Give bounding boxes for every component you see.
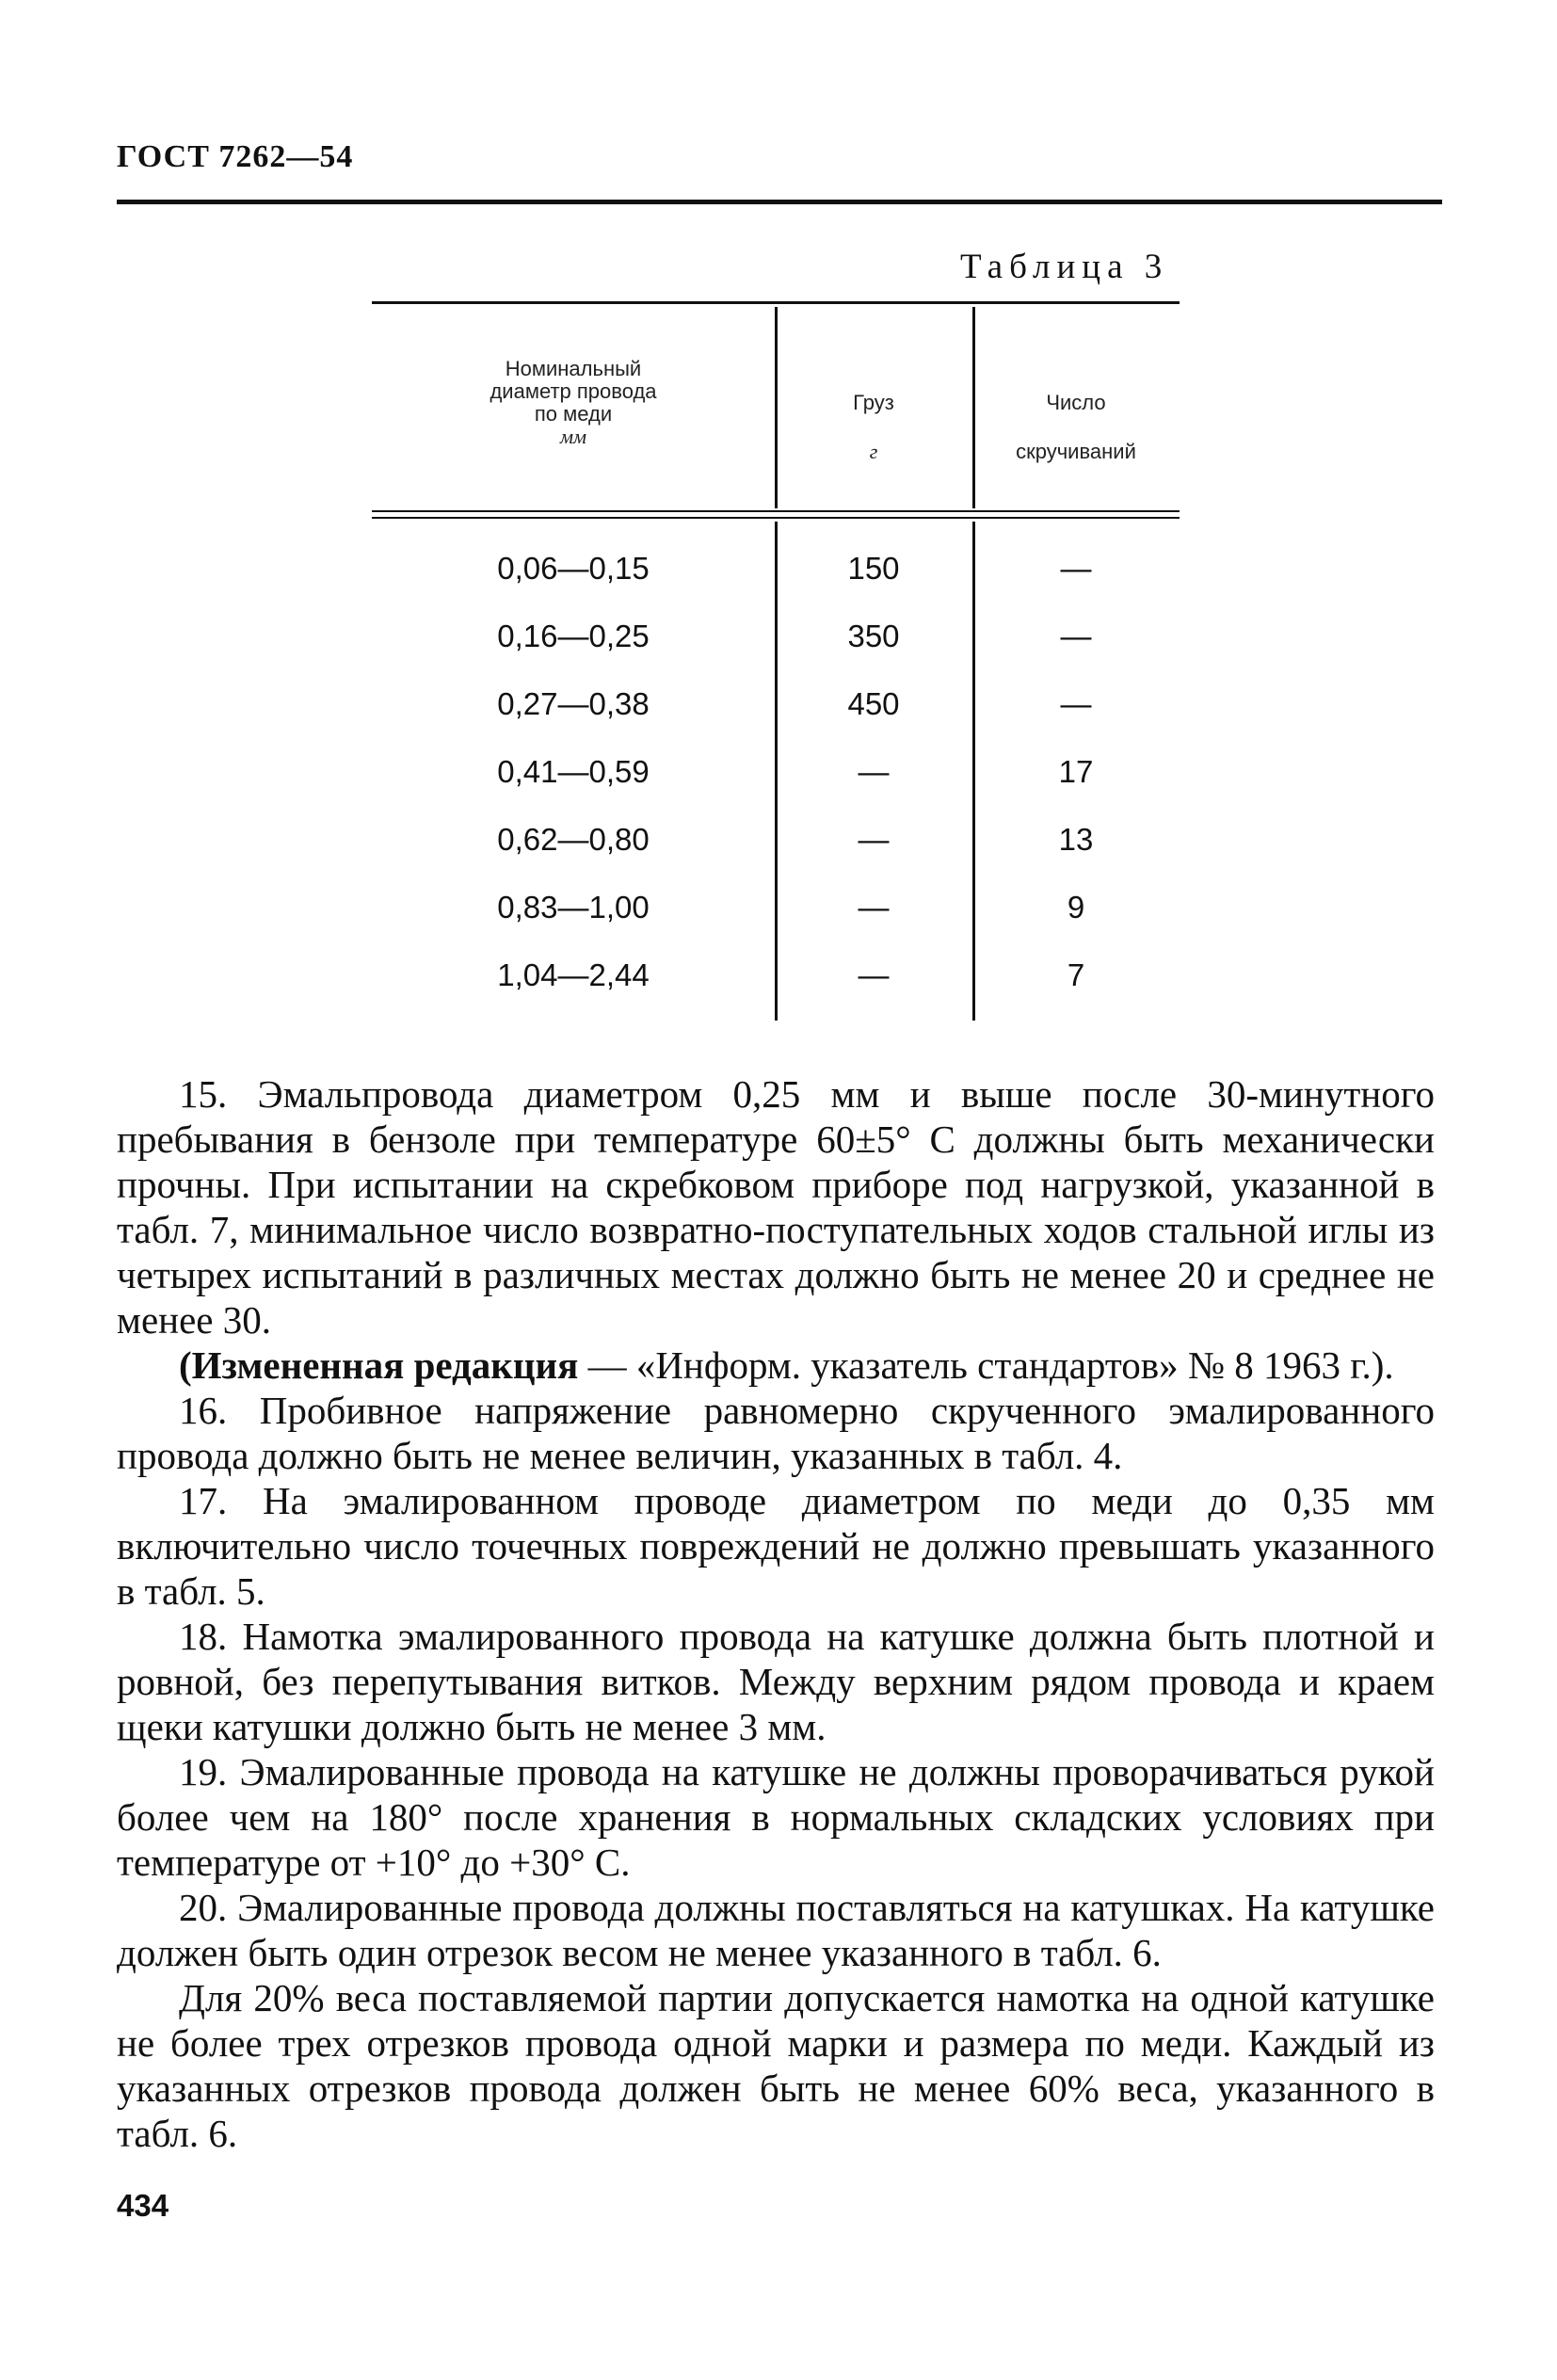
page-number: 434 — [117, 2188, 169, 2223]
paragraph-20-continued: Для 20% веса поставляемой партии допускается намотка на одной катушке не более трех отрезков провода одной марки и размера по меди. Каждый из указанных отрезков провода должен быть не менее 60% веса, указанного в табл. 6. — [117, 1976, 1435, 2155]
table-header-rule-2 — [372, 517, 1180, 519]
paragraph-15: 15. Эмальпровода диаметром 0,25 мм и выше после 30-минутного пребывания в бензоле при температуре 60±5° С должны быть механически прочны. При испытании на скребковом приборе под нагрузкой, указанной в табл. 7, минимальное число возвратно-поступательных ходов стальной иглы из четырех испытаний в различных местах должно быть не менее 20 и среднее не менее 30. — [117, 1072, 1435, 1342]
table-header-load: Груз г — [853, 391, 894, 463]
table-row: 1,04—2,44 — 7 — [497, 957, 1085, 992]
body-text — [117, 1071, 1435, 2156]
edition-note-bold: (Измененная редакция — [179, 1343, 579, 1387]
table-header-twists: Число скручиваний — [1016, 391, 1136, 463]
paragraph-19: 19. Эмалированные провода на катушке не должны проворачиваться рукой более чем на 180° после хранения в нормальных складских условиях при температуре от +10° до +30° С. — [117, 1750, 1435, 1884]
edition-note-text: — «Информ. указатель стандартов» № 8 1963 г.). — [578, 1343, 1394, 1387]
table-caption: Таблица 3 — [960, 248, 1169, 286]
table-row: 0,83—1,00 — 9 — [497, 890, 1085, 925]
table-header-diameter: Номинальный диаметр провода по меди мм — [490, 357, 657, 448]
table-row: 0,06—0,15 150 — — [497, 551, 1092, 586]
paragraph-20: 20. Эмалированные провода должны поставляться на катушках. На катушке должен быть один отрезок весом не менее указанного в табл. 6. — [117, 1886, 1435, 1974]
paragraph-15-edition-note — [117, 1343, 1435, 1388]
document-header: ГОСТ 7262—54 — [117, 139, 354, 174]
paragraph-18: 18. Намотка эмалированного провода на катушке должна быть плотной и ровной, без перепутывания витков. Между верхним рядом провода и краем щеки катушки должно быть не менее 3 мм. — [117, 1615, 1435, 1748]
table-row: 0,41—0,59 — 17 — [497, 754, 1094, 789]
paragraph-16: 16. Пробивное напряжение равномерно скрученного эмалированного провода должно быть не менее величин, указанных в табл. 4. — [117, 1389, 1435, 1477]
header-rule — [117, 200, 1442, 204]
table-row: 0,62—0,80 — 13 — [497, 822, 1094, 857]
table-row: 0,16—0,25 350 — — [497, 619, 1092, 653]
paragraph-17: 17. На эмалированном проводе диаметром по меди до 0,35 мм включительно число точечных повреждений не должно превышать указанного в табл. 5. — [117, 1479, 1435, 1613]
table-row: 0,27—0,38 450 — — [497, 686, 1092, 721]
table-header-rule-1 — [372, 510, 1180, 512]
table-top-rule — [372, 301, 1180, 304]
